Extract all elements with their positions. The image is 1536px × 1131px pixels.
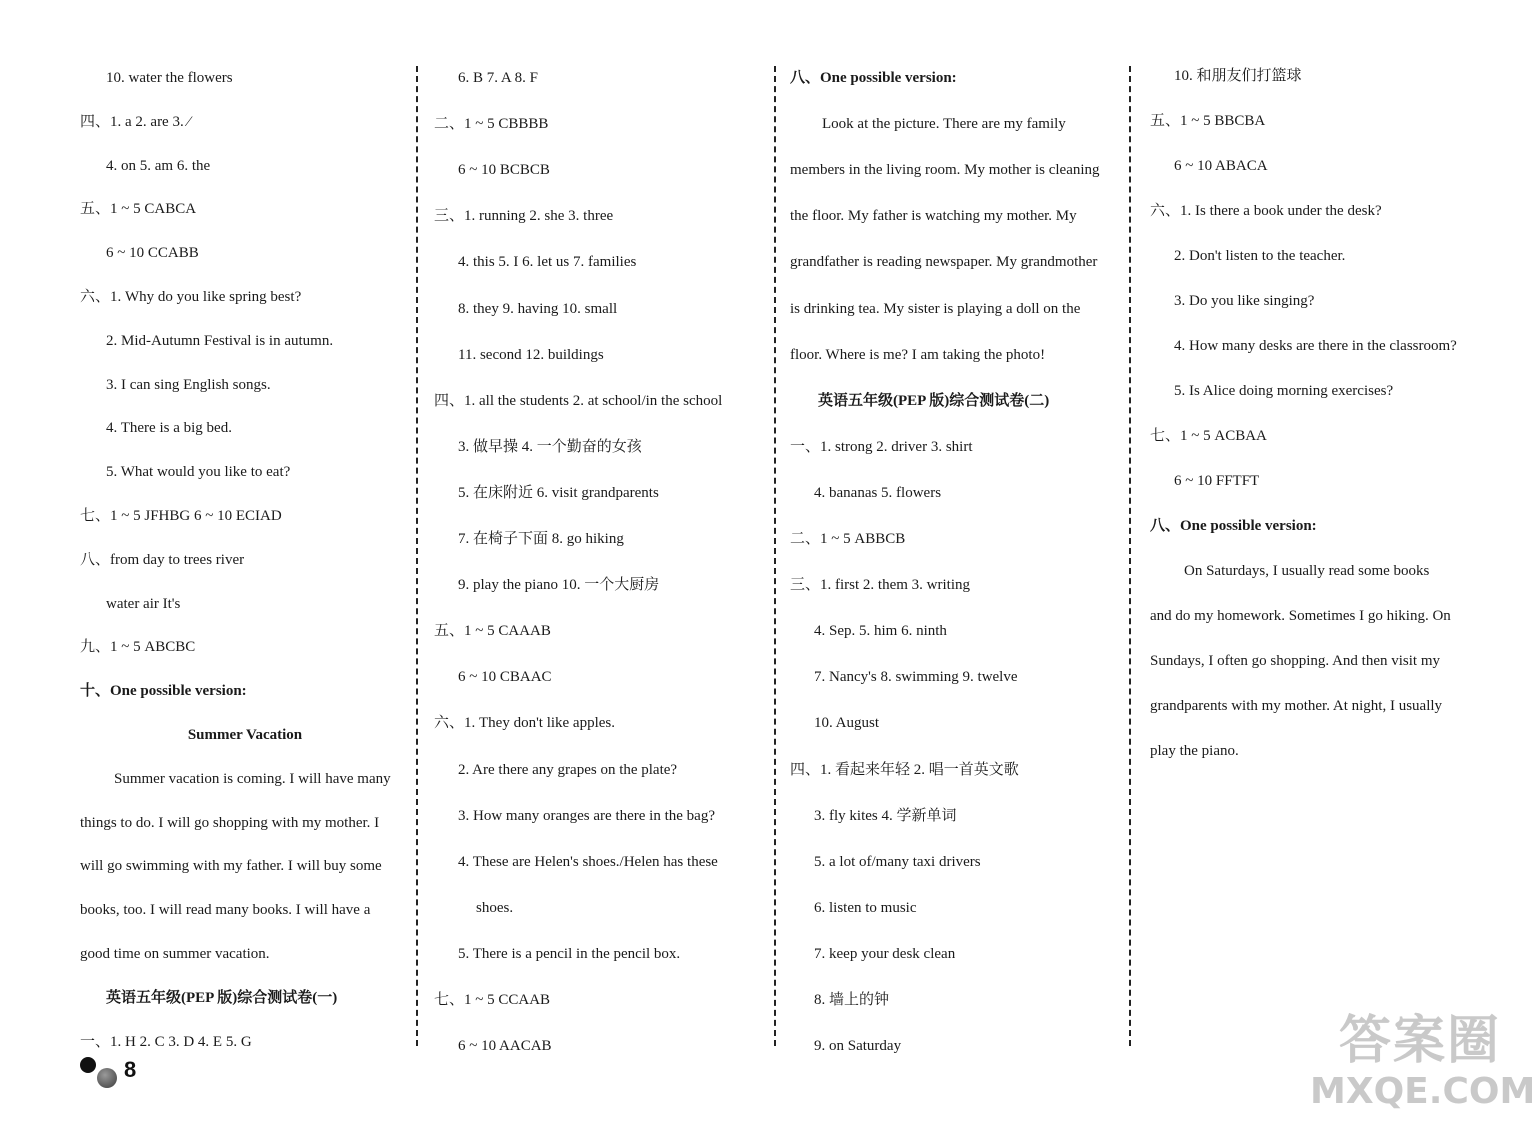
answer-line: 5. Is Alice doing morning exercises? (1174, 383, 1394, 399)
watermark-url: MXQE.COM (1310, 1071, 1536, 1112)
answer-line: 七、1 ~ 5 ACBAA (1150, 428, 1267, 444)
answer-line: 四、1. a 2. are 3. ⁄ (80, 113, 190, 130)
answer-line: 4. There is a big bed. (106, 420, 232, 437)
answer-line: 7. Nancy's 8. swimming 9. twelve (814, 669, 1018, 686)
answer-line: 7. keep your desk clean (814, 945, 956, 962)
page-number-circle-icon (97, 1068, 117, 1088)
answer-line: 6 ~ 10 FFTFT (1174, 473, 1260, 489)
answer-line: Summer vacation is coming. I will have many (114, 770, 391, 787)
answer-line: 6 ~ 10 BCBCB (458, 162, 550, 179)
answer-line: 11. second 12. buildings (458, 346, 604, 363)
answer-line: 7. 在椅子下面 8. go hiking (458, 531, 624, 547)
answer-line: good time on summer vacation. (80, 946, 270, 962)
answer-line: 5. 在床附近 6. visit grandparents (458, 484, 659, 501)
answer-line: 6. listen to music (814, 899, 917, 916)
answer-line: 5. What would you like to eat? (106, 464, 291, 481)
answer-line: 5. a lot of/many taxi drivers (814, 853, 981, 870)
answer-line: 9. on Saturday (814, 1038, 902, 1055)
answer-line: On Saturdays, I usually read some books (1184, 563, 1430, 579)
answer-line: books, too. I will read many books. I will have a (80, 902, 371, 919)
answer-line: grandfather is reading newspaper. My grandmother (790, 254, 1098, 271)
answer-line: 五、1 ~ 5 CABCA (80, 201, 197, 218)
answer-line: 4. These are Helen's shoes./Helen has these (458, 853, 718, 870)
answer-line: 五、1 ~ 5 CAAAB (434, 623, 551, 640)
answer-line: 3. fly kites 4. 学新单词 (814, 807, 957, 824)
answer-line: 8. they 9. having 10. small (458, 300, 618, 317)
answer-line: 七、1 ~ 5 JFHBG 6 ~ 10 ECIAD (80, 508, 282, 524)
answer-line: Look at the picture. There are my family (822, 116, 1066, 133)
watermark-text: 答案圈 (1338, 1011, 1501, 1071)
answer-line: 英语五年级(PEP 版)综合测试卷(二) (818, 392, 1050, 409)
answer-line: 八、One possible version: (1150, 518, 1317, 534)
answer-line: 3. I can sing English songs. (106, 376, 271, 393)
answer-line: 六、1. Why do you like spring best? (80, 289, 302, 305)
answer-line: 2. Don't listen to the teacher. (1174, 248, 1346, 264)
answer-line: 4. bananas 5. flowers (814, 484, 942, 501)
answer-line: 9. play the piano 10. 一个大厨房 (458, 577, 660, 594)
answer-line: is drinking tea. My sister is playing a doll on the (790, 300, 1081, 317)
answer-line: 6 ~ 10 ABACA (1174, 158, 1268, 174)
column-divider (774, 66, 776, 1046)
answer-line: 6 ~ 10 AACAB (458, 1038, 552, 1055)
page-number-dot-icon (80, 1057, 96, 1073)
answer-line: 6. B 7. A 8. F (458, 70, 539, 86)
answer-line: 三、1. running 2. she 3. three (434, 208, 614, 225)
answer-line: 二、1 ~ 5 ABBCB (790, 531, 906, 547)
answer-line: 九、1 ~ 5 ABCBC (80, 639, 196, 656)
answer-line: 10. 和朋友们打篮球 (1174, 68, 1302, 84)
answer-line: 8. 墙上的钟 (814, 992, 890, 1008)
answer-line: 10. water the flowers (106, 70, 233, 86)
answer-line: floor. Where is me? I am taking the photo! (790, 346, 1046, 363)
answer-line: 6 ~ 10 CCABB (106, 245, 199, 262)
answer-line: 六、1. Is there a book under the desk? (1150, 203, 1382, 219)
answer-line: and do my homework. Sometimes I go hiking. On (1150, 608, 1451, 624)
answer-line: play the piano. (1150, 743, 1239, 759)
answer-line: 2. Are there any grapes on the plate? (458, 761, 678, 778)
answer-line: grandparents with my mother. At night, I usually (1150, 698, 1443, 714)
answer-line: members in the living room. My mother is cleaning (790, 162, 1100, 179)
answer-line: 一、1. strong 2. driver 3. shirt (790, 438, 973, 455)
answer-line: 六、1. They don't like apples. (434, 715, 616, 732)
answer-line: 八、from day to trees river (80, 551, 245, 568)
answer-line: things to do. I will go shopping with my mother. I (80, 814, 380, 831)
answer-line: 3. 做早操 4. 一个勤奋的女孩 (458, 438, 642, 455)
answer-line: 4. Sep. 5. him 6. ninth (814, 623, 947, 640)
answer-line: 3. How many oranges are there in the bag? (458, 807, 715, 824)
answer-line: 八、One possible version: (790, 70, 957, 86)
answer-line: Sundays, I often go shopping. And then visit my (1150, 653, 1440, 669)
answer-line: 一、1. H 2. C 3. D 4. E 5. G (80, 1033, 252, 1050)
answer-line: 4. this 5. I 6. let us 7. families (458, 254, 637, 271)
answer-line: 英语五年级(PEP 版)综合测试卷(一) (106, 989, 338, 1006)
answer-line: shoes. (476, 899, 514, 916)
answer-line: 四、1. all the students 2. at school/in the school (434, 392, 723, 409)
answer-line: 6 ~ 10 CBAAC (458, 669, 552, 686)
answer-line: Summer Vacation (187, 727, 303, 743)
answer-line: 2. Mid-Autumn Festival is in autumn. (106, 332, 334, 349)
answer-line: 三、1. first 2. them 3. writing (790, 577, 970, 594)
answer-line: 3. Do you like singing? (1174, 293, 1315, 309)
answer-line: 4. on 5. am 6. the (106, 157, 211, 174)
answer-line: 十、One possible version: (80, 683, 247, 700)
answer-line: 二、1 ~ 5 CBBBB (434, 116, 549, 133)
column-divider (1129, 66, 1131, 1046)
answer-line: will go swimming with my father. I will buy some (80, 858, 382, 875)
answer-line: the floor. My father is watching my mother. My (790, 208, 1077, 225)
answer-line: 四、1. 看起来年轻 2. 唱一首英文歌 (790, 761, 1019, 778)
answer-line: 4. How many desks are there in the classroom? (1174, 338, 1457, 354)
page-number: 8 (124, 1057, 137, 1082)
answer-line: 5. There is a pencil in the pencil box. (458, 945, 681, 962)
answer-line: 七、1 ~ 5 CCAAB (434, 992, 551, 1008)
column-divider (416, 66, 418, 1046)
answer-line: 五、1 ~ 5 BBCBA (1150, 113, 1266, 129)
answer-line: 10. August (814, 715, 880, 732)
watermark-logo (1310, 1010, 1536, 1120)
answer-line: water air It's (106, 595, 181, 612)
